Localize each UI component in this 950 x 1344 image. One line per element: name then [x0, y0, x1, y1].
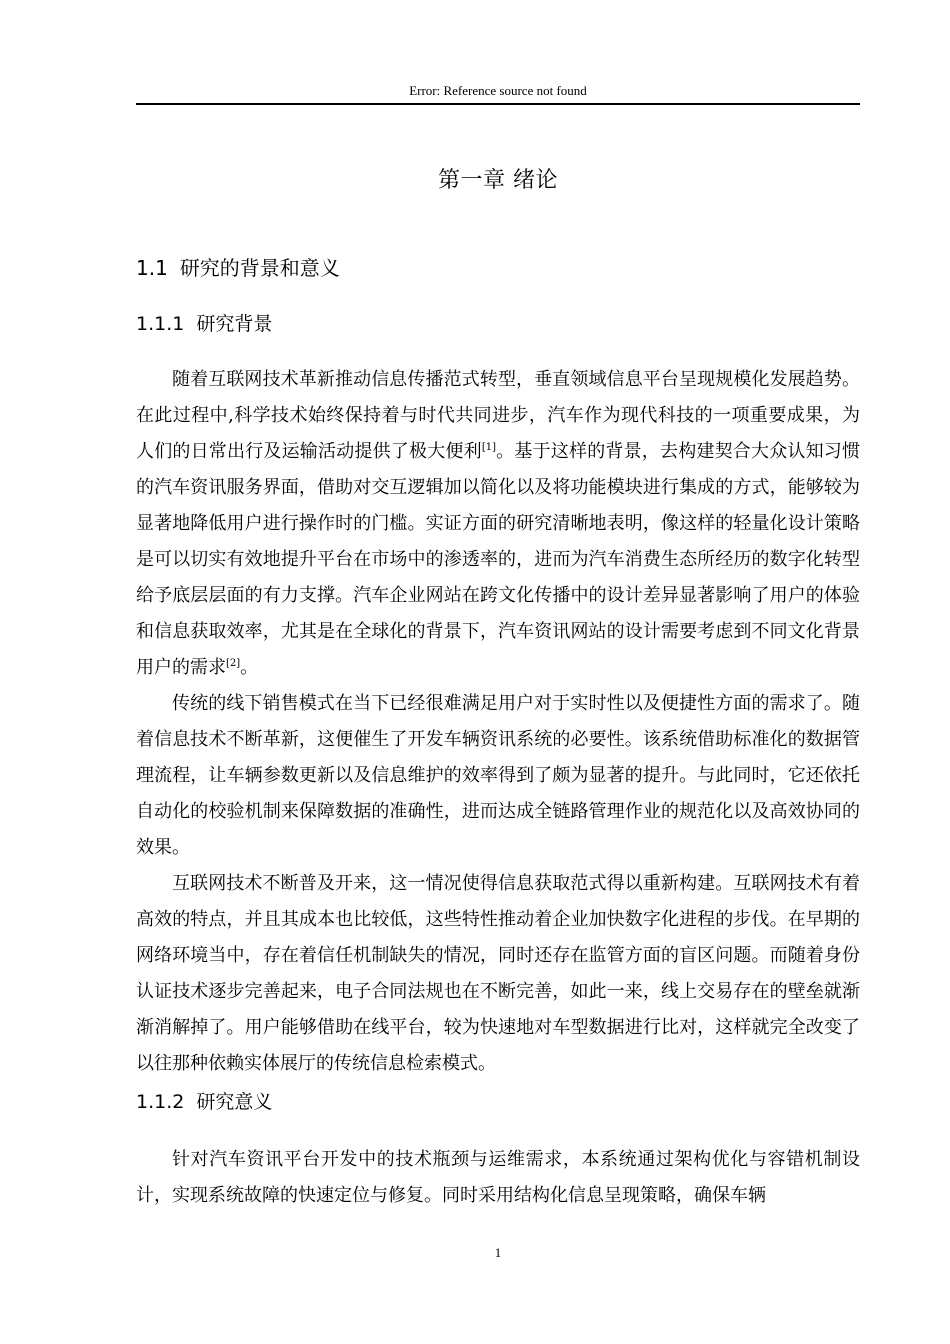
section-number: 1.1 — [136, 256, 168, 280]
subsection-title: 研究背景 — [196, 313, 273, 335]
subsection-number: 1.1.2 — [136, 1091, 185, 1113]
running-header-title: Error: Reference source not found — [409, 83, 587, 98]
citation-mark: [2] — [226, 658, 241, 669]
header-divider — [136, 103, 860, 105]
subsection-heading-1-1-2 — [136, 1088, 860, 1116]
background-body — [136, 362, 860, 1082]
paragraph: 针对汽车资讯平台开发中的技术瓶颈与运维需求，本系统通过架构优化与容错机制设计，实现系统故障的快速定位与修复。同时采用结构化信息呈现策略，确保车辆 — [136, 1149, 860, 1206]
paragraph: 传统的线下销售模式在当下已经很难满足用户对于实时性以及便捷性方面的需求了。随着信息技术不断革新，这便催生了开发车辆资讯系统的必要性。该系统借助标准化的数据管理流程，让车辆参数更新以及信息维护的效率得到了颇为显著的提升。与此同时，它还依托自动化的校验机制来保障数据的准确性，进而达成全链路管理作业的规范化以及高效协同的效果。 — [136, 693, 860, 858]
subsection-title: 研究意义 — [196, 1091, 273, 1113]
subsection-heading-1-1-1 — [136, 310, 860, 338]
section-heading-1-1 — [136, 254, 860, 282]
significance-body — [136, 1142, 860, 1214]
section-title: 研究的背景和意义 — [179, 256, 340, 280]
citation-mark: [1] — [481, 442, 496, 453]
chapter-title: 第一章 绪论 — [438, 168, 558, 193]
paragraph-text: 随着互联网技术革新推动信息传播范式转型，垂直领域信息平台呈现规模化发展趋势。在此过程中,科学技术始终保持着与时代共同进步，汽车作为现代科技的一项重要成果，为人们的日常出行及运输活动提供了极大便利 — [136, 369, 860, 462]
paragraph-text: 。 — [240, 657, 259, 678]
subsection-number: 1.1.1 — [136, 313, 185, 335]
paragraph: 互联网技术不断普及开来，这一情况使得信息获取范式得以重新构建。互联网技术有着高效的特点，并且其成本也比较低，这些特性推动着企业加快数字化进程的步伐。在早期的网络环境当中，存在着信任机制缺失的情况，同时还存在监管方面的盲区问题。而随着身份认证技术逐步完善起来，电子合同法规也在不断完善，如此一来，线上交易存在的壁垒就渐渐消解掉了。用户能够借助在线平台，较为快速地对车型数据进行比对，这样就完全改变了以往那种依赖实体展厅的传统信息检索模式。 — [136, 873, 860, 1074]
page-number: 1 — [494, 1245, 502, 1260]
paragraph — [136, 362, 860, 686]
paragraph-text: 。基于这样的背景，去构建契合大众认知习惯的汽车资讯服务界面，借助对交互逻辑加以简化以及将功能模块进行集成的方式，能够较为显著地降低用户进行操作时的门槛。实证方面的研究清晰地表明，像这样的轻量化设计策略是可以切实有效地提升平台在市场中的渗透率的，进而为汽车消费生态所经历的数字化转型给予底层层面的有力支撑。汽车企业网站在跨文化传播中的设计差异显著影响了用户的体验和信息获取效率，尤其是在全球化的背景下，汽车资讯网站的设计需要考虑到不同文化背景用户的需求 — [136, 441, 860, 678]
